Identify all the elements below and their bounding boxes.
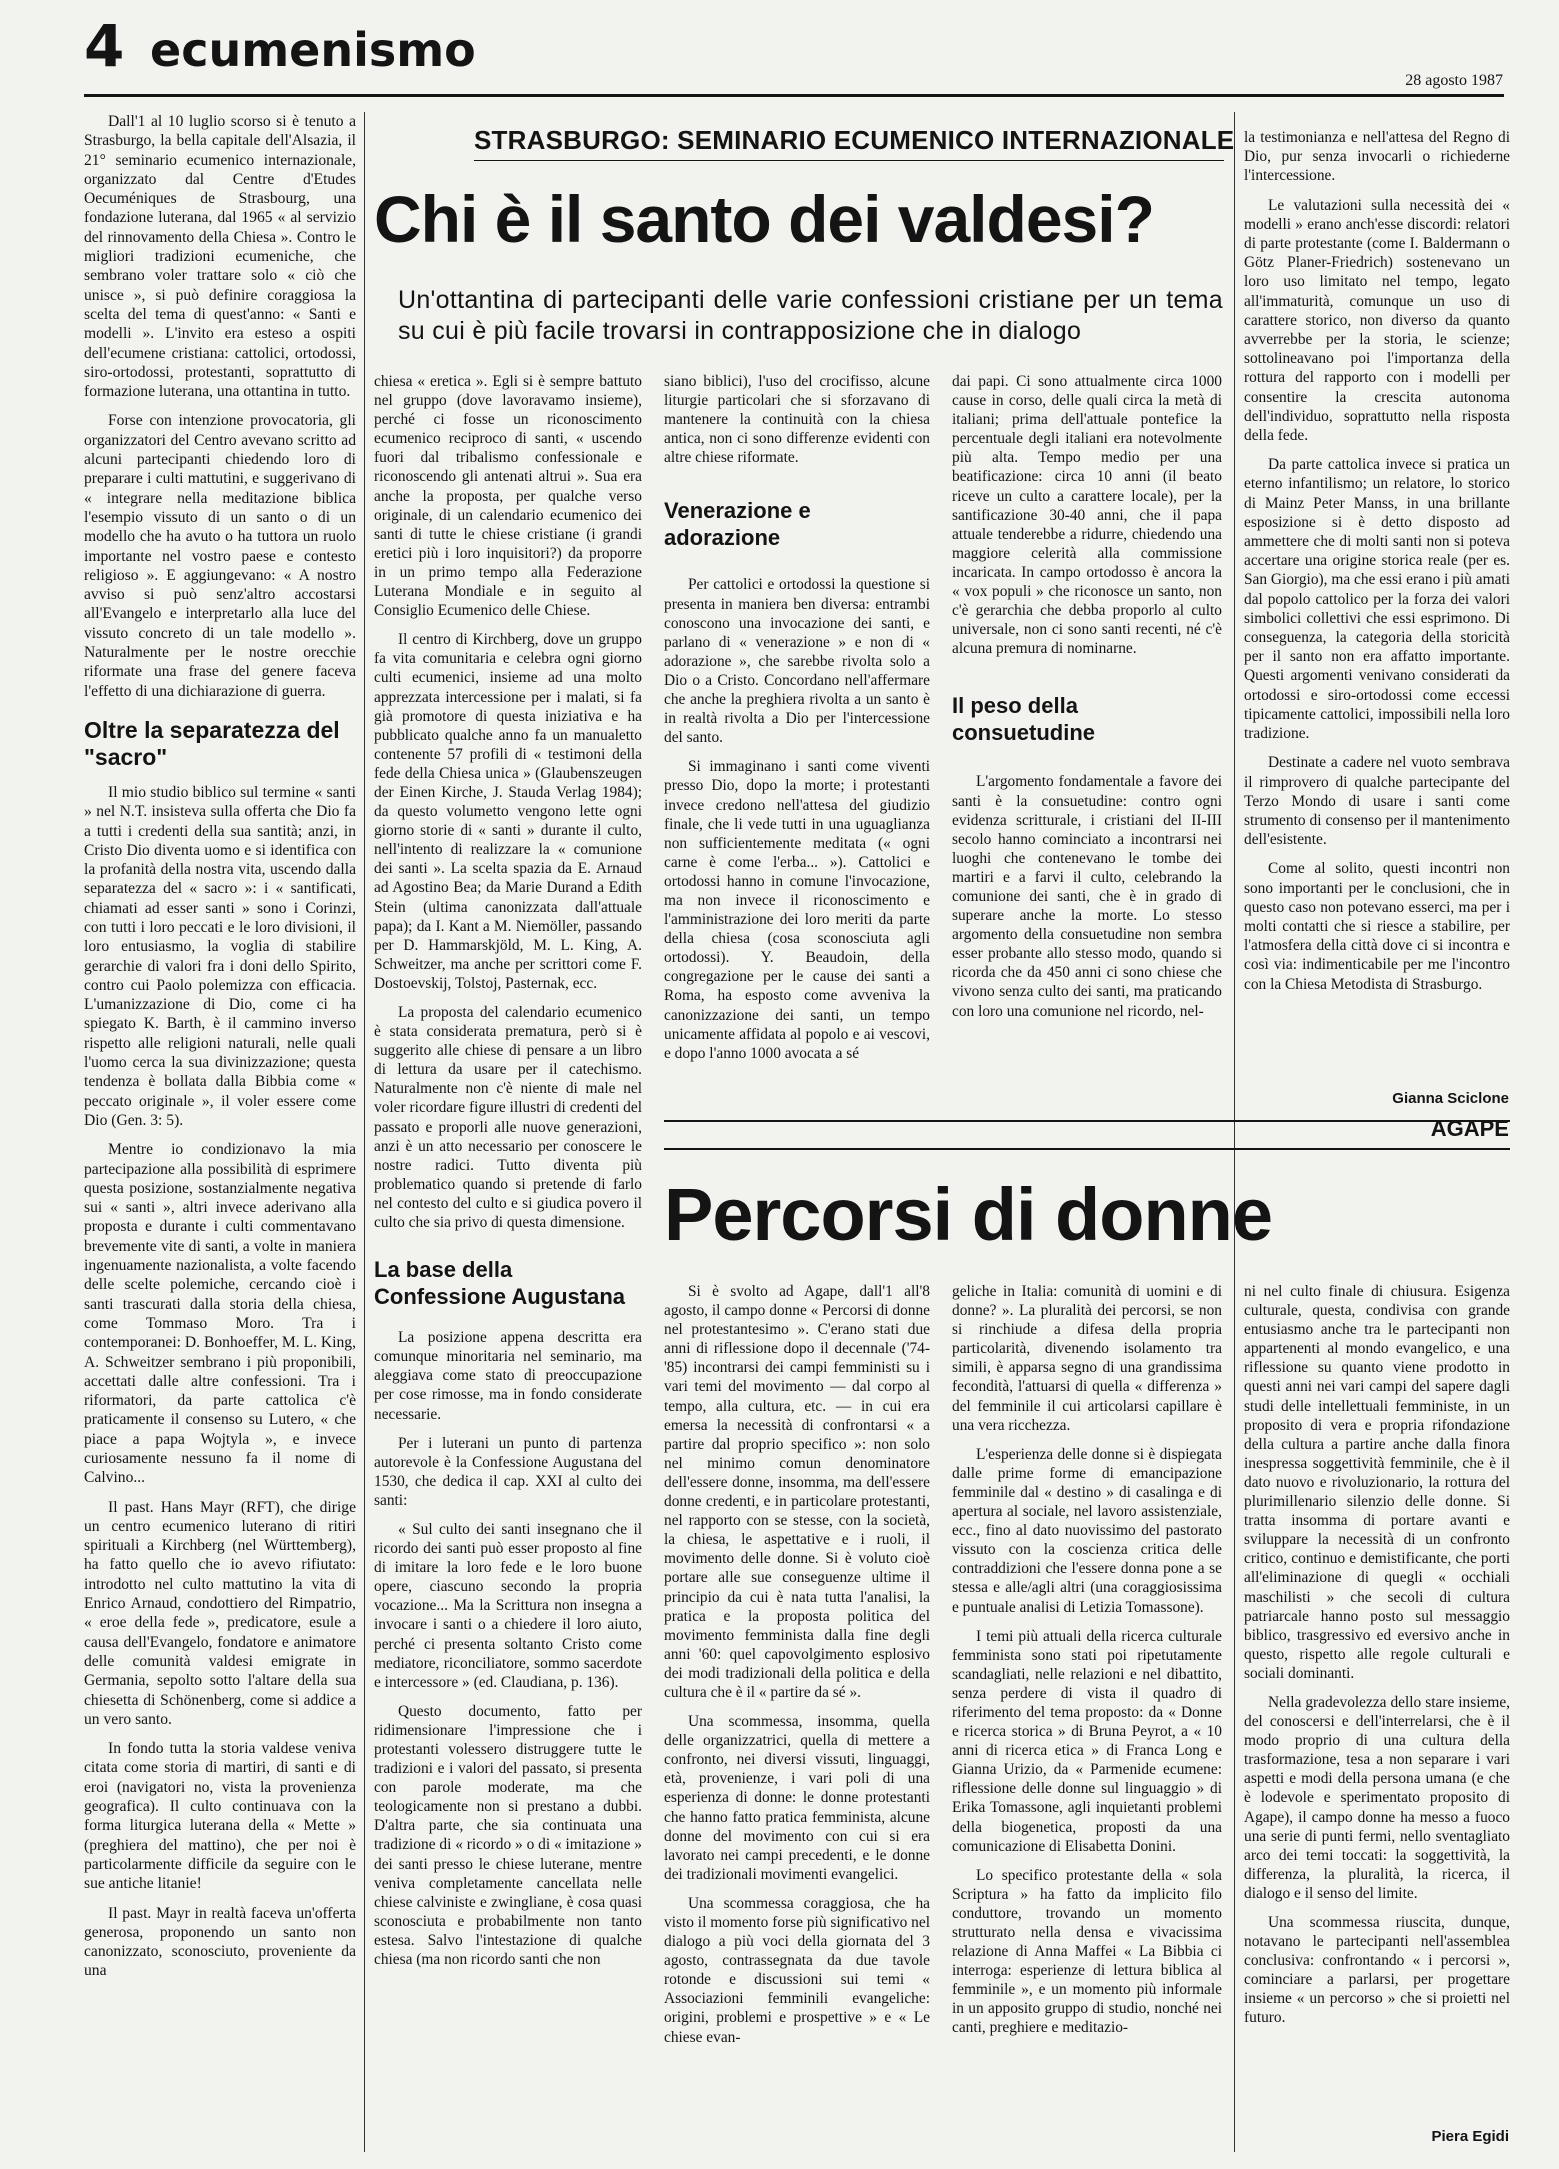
article2-column-3	[1244, 1282, 1510, 2028]
issue-date: 28 agosto 1987	[1405, 72, 1503, 89]
kicker-rule	[474, 160, 1224, 161]
masthead-rule	[84, 94, 1504, 97]
paragraph: Il past. Hans Mayr (RFT), che dirige un centro ecumenico luterano di ritiri spirituali a Kirchberg (nel Württemberg), ha fatto quello che io avevo rifiutato: introdotto nel culto mattutino la vita di Enrico Arnaud, condottiero del Rimpatrio, « eroe della fede », predicatore, esule a causa dell'Evangelo, fondatore e animatore delle comunità valdesi emigrate in Germania, sepolto sotto l'altare della sua chiesetta di Schönenberg, come si addice a un vero santo.	[84, 1498, 356, 1728]
paragraph: Una scommessa coraggiosa, che ha visto il momento forse più significativo nel dialogo a più voci della giornata del 3 agosto, contrassegnata da due tavole rotonde e discussioni sui temi « Associazioni femminili evangeliche: origini, problemi e prospettive » e « Le chiese evan-	[664, 1894, 930, 2046]
paragraph: Si è svolto ad Agape, dall'1 all'8 agosto, il campo donne « Percorsi di donne nel protestantesimo ». C'erano stati due anni di riflessione dopo il decennale ('74-'85) incontrarsi dei campi femministi su i vari temi del movimento — dal corpo al tempo, alla cultura, etc. — in cui era emersa la necessità di confrontarsi « a partire dal proprio specifico »: non solo nel minimo comun denominatore dell'essere donne, insomma, ma dell'essere donne credenti, e in particolare protestanti, nel rapporto con se stesse, con la società, la chiesa, le aspettative e i ruoli, il movimento delle donne. Si è voluto cioè portare alle sue conseguenze ultime il principio da cui è nata tutta l'analisi, la pratica e la proposta politica del movimento femminista dalla fine degli anni '60: quel capovolgimento esplosivo dei modi tradizionali della politica e della cultura che è il « partire da sé ».	[664, 1283, 930, 1701]
paragraph: Una scommessa, insomma, quella delle organizzatrici, quella di mettere a confronto, nei diversi vissuti, linguaggi, età, provenienze, i vari poli di una esperienza di donne: le donne protestanti che hanno fatto pratica femminista, alcune donne del movimento con cui si era lavorato nei campi precedenti, e le donne dei tradizionali movimenti evangelici.	[664, 1713, 930, 1883]
article2-byline: Piera Egidi	[1431, 2128, 1509, 2145]
paragraph: Per cattolici e ortodossi la questione si presenta in maniera ben diversa: entrambi conoscono una invocazione dei santi, e parlano di « venerazione » e non di « adorazione », che sarebbe rivolta solo a Dio o a Cristo. Concordano nell'affermare che anche la preghiera rivolta a un santo è in realtà rivolta a Dio per l'intercessione del santo.	[664, 576, 930, 747]
article1-column-5	[1244, 128, 1510, 994]
paragraph: Il past. Mayr in realtà faceva un'offerta generosa, proponendo un santo non canonizzato, sconosciuto, proveniente da una	[84, 1904, 356, 1980]
paragraph: Destinate a cadere nel vuoto sembrava il rimprovero di qualche partecipante del Terzo Mondo di usare i santi come strumento di consenso per il mantenimento dell'esistente.	[1244, 754, 1510, 849]
article1-column-2	[374, 372, 642, 1969]
paragraph: Il centro di Kirchberg, dove un gruppo fa vita comunitaria e celebra ogni giorno culti ecumenici, insieme ad una molto apprezzata intercessione per i malati, si fa già promotore di questa iniziativa e ha pubblicato qualche anno fa un manualetto contenente 57 profili di « testimoni della fede della Chiesa unica » (Glaubenszeugen der Einen Kirche, J. Stauda Verlag 1984); da questo volumetto vengono lette ogni giorno storie di « santi » durante il culto, nell'intento di realizzare la « comunione dei santi ». La scelta spazia da E. Arnaud ad Agostino Bea; da Marie Durand a Edith Stein (ultima canonizzata dall'attuale papa); da I. Kant a M. Niemöller, passando per D. Hammarskjöld, M. L. King, A. Schweitzer, ma anche per scrittori come F. Dostoevskij, Tolstoj, Pasternak, ecc.	[374, 631, 642, 992]
paragraph: Per i luterani un punto di partenza autorevole è la Confessione Augustana del 1530, che dedica il cap. XXI al culto dei santi:	[374, 1434, 642, 1509]
article1-title: Chi è il santo dei valdesi?	[374, 182, 1154, 256]
article2-title: Percorsi di donne	[664, 1173, 1273, 1256]
paragraph: la testimonianza e nell'attesa del Regno di Dio, pur senza invocarli o richiederne l'intercessione.	[1244, 129, 1510, 185]
subheading: Oltre la separatezza del "sacro"	[84, 716, 340, 770]
paragraph: La proposta del calendario ecumenico è stata considerata prematura, però si è suggerito alle chiese di pensare a un libro di lettura da usare per il catechismo. Naturalmente non c'è niente di male nel voler ricordare figure illustri di credenti del passato e proporli alle nuove generazioni, anzi è un atto necessario per conoscere le nostre radici. Tutto diventa più problematico quando si pretende di farlo nel contesto del culto e si giudica povero il culto che sia privo di questa dimensione.	[374, 1004, 642, 1232]
paragraph: Una scommessa riuscita, dunque, notavano le partecipanti nell'assemblea conclusiva: confrontando « i percorsi », cominciare a parlarsi, per progettare insieme « un percorso » che si proietti nel futuro.	[1244, 1914, 1510, 2027]
subheading: La base della Confessione Augustana	[374, 1257, 625, 1310]
column-divider	[1234, 112, 1235, 2152]
section-title: ecumenismo	[150, 23, 476, 77]
paragraph: Questo documento, fatto per ridimensionare l'impressione che i protestanti volessero distruggere tutte le tradizioni e i valori del passato, si presenta con parole moderate, ma che teologicamente non si prestano a dubbi. D'altra parte, che sia continuata una tradizione di « ricordo » o di « imitazione » dei santi presso le chiese luterane, mentre veniva completamente cancellata nelle chiese calviniste e zwingliane, è cosa quasi sconosciuta e probabilmente non tanto estesa. Salvo l'intestazione di qualche chiesa (ma non ricordo santi che non	[374, 1702, 642, 1969]
paragraph: « Sul culto dei santi insegnano che il ricordo dei santi può esser proposto al fine di imitare la loro fede e le loro buone opere, ciascuno secondo la propria vocazione... Ma la Scrittura non insegna a invocare i santi o a chiedere il loro aiuto, perché ci presenta soltanto Cristo come mediatore, riconciliatore, sommo sacerdote e intercessore » (ed. Claudiana, p. 136).	[374, 1520, 642, 1691]
paragraph: Mentre io condizionavo la mia partecipazione alla possibilità di esprimere questa posizione, sostanzialmente negativa sui « santi », altri invece aderivano alla proposta e durante i culti commentavano brevemente vite di santi, a volte in maniera ingenuamente nazionalista, a volte facendo delle scelte polemiche, cercando cioè i santi trascurati dalla storia della chiesa, come Tommaso Moro. Tra i contemporanei: D. Bonhoeffer, M. L. King, A. Schweitzer sembrano i più proponibili, accettati dalle altre confessioni. Tra i riformatori, da parte cattolica c'è praticamente il consenso su Lutero, « che piace a papa Wojtyla », e invece curiosamente nessuno fa il nome di Calvino...	[84, 1141, 356, 1487]
paragraph: chiesa « eretica ». Egli si è sempre battuto nel gruppo (dove lavoravamo insieme), perché ci fosse un riconoscimento ecumenico reciproco di santi, « uscendo fuori dal tribalismo confessionale e riconoscendo gli antenati altrui ». Sua era anche la proposta, per qualche verso originale, di un calendario ecumenico dei santi di tutte le chiese cristiane (i grandi eretici più i loro inquisitori?) da proporre in un primo tempo alla Federazione Luterana Mondiale e in seguito al Consiglio Ecumenico delle Chiese.	[374, 373, 642, 620]
page-number: 4	[84, 12, 125, 80]
kicker-rule	[664, 1148, 1510, 1150]
subheading: Il peso della consuetudine	[952, 693, 1096, 746]
paragraph: Le valutazioni sulla necessità dei « modelli » erano anch'esse discordi: relatori di parte protestante (come I. Baldermann o Götz Planer-Friedrich) sostenevano un loro uso limitato nel tempo, legato all'immaturità, comunque un uso di carattere storico, non diverso da quanto avverrebbe per la storia, le scienze; sottolineavano poi l'importanza della rottura del rapporto con i modelli per consentire la crescita autonoma dell'individuo, soprattutto nella risposta della fede.	[1244, 196, 1510, 445]
paragraph: In fondo tutta la storia valdese veniva citata come storia di martiri, di santi e di eroi (navigatori no, vista la provenienza geografica). Il culto continuava con la forma liturgica luterana della « Mette » (preghiera del mattino), che per noi è particolarmente difficile da seguire con le sue antiche litanie!	[84, 1740, 356, 1893]
article1-column-1	[84, 112, 356, 1981]
article1-column-4	[952, 372, 1222, 1021]
paragraph: dai papi. Ci sono attualmente circa 1000 cause in corso, delle quali circa la metà di italiani; prima dell'attuale pontefice la percentuale degli italiani era notevolmente più alta. Tempo medio per una beatificazione: circa 10 anni (il beato riceve un culto a carattere locale), per la santificazione 30-40 anni, che il papa attuale tenderebbe a ridurre, chiedendo una maggiore celerità alla commissione incaricata. In campo ortodosso è ancora la « vox populi » che riconosce un santo, non c'è gerarchia che debba proporlo al culto universale, non ci sono santi recenti, né c'è alcuna premura di nominarne.	[952, 373, 1222, 658]
paragraph: L'esperienza delle donne si è dispiegata dalle prime forme di emancipazione femminile dal « destino » di casalinga e di apertura al sociale, nel lavoro assistenziale, ecc., fino al dato nuovissimo del pastorato vissuto con la coscienza critica delle contraddizioni che l'essere donna pone a se stessa e alle/agli altri (una coraggiosissima e puntuale analisi di Letizia Tomassone).	[952, 1445, 1222, 1616]
article-separator	[664, 1120, 1510, 1122]
paragraph: Lo specifico protestante della « sola Scriptura » ha fatto da implicito filo conduttore, trovando un momento strutturato nella densa e vivacissima relazione di Anna Maffei « La Bibbia ci interroga: esperienze di lettura biblica al femminile », e un momento più informale in un apposito gruppo di studio, nonché nei canti, preghiere e meditazio-	[952, 1866, 1222, 2037]
paragraph: I temi più attuali della ricerca culturale femminista sono stati poi ripetutamente scandagliati, nelle relazioni e nel dibattito, senza perdere di vista il quadro di riferimento del tema proposto: da « Donne e ricerca storica » di Bruna Peyrot, a « 10 anni di ricerca etica » di Franca Long e Gianna Urizio, da « Parmenide ecumene: riflessione delle donne sul linguaggio » di Erika Tomassone, agli inquietanti problemi della biogenetica, proposti da una comunicazione di Elisabetta Donini.	[952, 1627, 1222, 1855]
paragraph: ni nel culto finale di chiusura. Esigenza culturale, questa, condivisa con grande entusiasmo anche tra le partecipanti non appartenenti al mondo evangelico, e una riflessione su quanto viene prodotto in questi anni nei vari campi del sapere dagli studi delle intellettuali femministe, in un proposito di vera e propria rifondazione della cultura a partire anche dalla finora inespressa soggettività femminile, che è il dato nuovo e rivoluzionario, la rottura del plurimillenario silenzio delle donne. Si tratta insomma di portare avanti e sviluppare la necessità di un confronto critico, continuo e demistificante, che porti all'eliminazione di quegli « occhiali maschilisti » che secoli di cultura patriarcale hanno posto sul messaggio biblico, trasgressivo ed eversivo anche in questo, rispetto alle regole culturali e sociali dominanti.	[1244, 1283, 1510, 1682]
article2-column-1	[664, 1282, 930, 2047]
paragraph: Il mio studio biblico sul termine « santi » nel N.T. insisteva sulla offerta che Dio fa a tutti i credenti della sua santità; anzi, in Cristo Dio diventa uomo e si identifica con la profanità della nostra vita, uscendo dalla separatezza del « sacro »: i « santificati, chiamati ad esser santi » sono i Corinzi, con tutti i loro peccati e le loro divisioni, il loro entusiasmo, la voglia di stabilire gerarchie di valori fra i doni dello Spirito, contro cui Paolo polemizza con efficacia. L'umanizzazione di Dio, come ci ha spiegato K. Barth, è il cammino inverso rispetto alle religioni naturali, nelle quali l'uomo cerca la sua divinizzazione; questa tendenza è bollata dalla Bibbia come « peccato originale », il voler essere come Dio (Gen. 3: 5).	[84, 783, 356, 1129]
paragraph: geliche in Italia: comunità di uomini e di donne? ». La pluralità dei percorsi, se non si rinchiude a difesa della propria particolarità, divenendo isolamento tra simili, è apparsa segno di una grandissima fecondità, l'attuarsi di quella « differenza » del femminile il cui articolarsi capillare è una vera ricchezza.	[952, 1283, 1222, 1434]
article1-kicker: STRASBURGO: SEMINARIO ECUMENICO INTERNAZIONALE	[474, 125, 1235, 155]
paragraph: L'argomento fondamentale a favore dei santi è la consuetudine: contro ogni evidenza scritturale, i cristiani del II-III secolo hanno cominciato a incontrarsi nei luoghi che contenevano le tombe dei martiri e a farvi il culto, celebrando la comunione dei santi, che è in grado di superare anche la morte. Lo stesso argomento della consuetudine non sembra esser probante allo stesso modo, quando si ricorda che da 450 anni ci sono chiese che vivono senza culto dei santi, ma praticando con loro una comunione nel ricordo, nel-	[952, 773, 1222, 1020]
paragraph: Forse con intenzione provocatoria, gli organizzatori del Centro avevano scritto ad alcuni partecipanti chiedendo loro di preparare i culti mattutini, e suggerivano di « integrare nella meditazione biblica l'esempio vissuto di un santo o di un modello che ha avuto o ha tuttora un ruolo importante nel vostro paese e contesto religioso ». E aggiungevano: « A nostro avviso si può senz'altro accostarsi all'Evangelo e interpretarlo alla luce del vissuto concreto di un tale modello ». Naturalmente per le nostre orecchie riformate una frase del genere faceva l'effetto di una dichiarazione di guerra.	[84, 412, 356, 700]
article1-column-3	[664, 372, 930, 1063]
article1-deck: Un'ottantina di partecipanti delle varie confessioni cristiane per un tema su cui è più facile trovarsi in contrapposizione che in dialogo	[398, 286, 1223, 345]
paragraph: Da parte cattolica invece si pratica un eterno infantilismo; un relatore, lo storico di Mainz Peter Manss, in una brillante esposizione si è detto disposto ad ammettere che di molti santi non si poteva accertare una origine storica reale (per es. San Giorgio), ma che essi erano i più amati dal popolo cattolico per la forza dei valori simbolici collettivi che essi esprimono. Di conseguenza, la categoria della storicità per il santo non era affatto importante. Questi argomenti venivano considerati da ortodossi e siro-ortodossi come eccessi tipicamente cattolici, impossibili nella loro tradizione.	[1244, 456, 1510, 743]
subheading: Venerazione e adorazione	[664, 498, 811, 551]
paragraph: Si immaginano i santi come viventi presso Dio, dopo la morte; i protestanti invece credono nell'attesa del giudizio finale, che li vede tutti in una uguaglianza non sufficientemente meditata (« ogni carne è come l'erba... »). Cattolici e ortodossi hanno in comune l'invocazione, ma non invece il riconoscimento e l'amministrazione dei loro meriti da parte della chiesa (cosa sconosciuta agli ortodossi). Y. Beaudoin, della congregazione per le cause dei santi a Roma, ha esposto come avveniva la canonizzazione dei santi, un tempo unicamente affidata al popolo e ai vescovi, e dopo l'anno 1000 avocata a sé	[664, 758, 930, 1062]
paragraph: Dall'1 al 10 luglio scorso si è tenuto a Strasburgo, la bella capitale dell'Alsazia, il 21° seminario ecumenico internazionale, organizzato dal Centre d'Etudes Oecuméniques de Strasbourg, una fondazione luterana, dal 1965 « al servizio del rinnovamento della Chiesa ». Contro le migliori tradizioni ecumeniche, che sembrano voler trattare solo « ciò che unisce », si può definire coraggiosa la scelta del tema di quest'anno: « Santi e modelli ». L'invito era esteso a ospiti dell'ecumene cristiana: cattolici, ortodossi, siro-ortodossi, protestanti, soprattutto di formazione luterana, una ottantina in tutto.	[84, 113, 356, 401]
paragraph: siano biblici), l'uso del crocifisso, alcune liturgie particolari che si sforzavano di mantenere la continuità con la chiesa antica, non ci sono differenze evidenti con altre chiese riformate.	[664, 373, 930, 467]
column-divider	[364, 112, 365, 2152]
paragraph: Come al solito, questi incontri non sono importanti per le conclusioni, che in questo caso non potevano esserci, ma per i molti contatti che si riesce a stabilire, per l'atmosfera della città dove ci si incontra e così via: indimenticabile per me l'incontro con la Chiesa Metodista di Strasburgo.	[1244, 860, 1510, 993]
paragraph: Nella gradevolezza dello stare insieme, del conoscersi e dell'interrelarsi, che è il modo proprio di una cultura della trasformazione, tesa a non separare i vari aspetti e modi della persona umana (e che è lodevole e sperimentato proposito di Agape), il campo donne ha messo a fuoco una serie di punti fermi, nello sventagliato arco dei temi toccati: la soggettività, la differenza, la pluralità, la ricerca, il dialogo e il senso del limite.	[1244, 1693, 1510, 1902]
article2-column-2	[952, 1282, 1222, 2038]
article2-kicker: AGAPE	[1430, 1116, 1509, 1141]
paragraph: La posizione appena descritta era comunque minoritaria nel seminario, ma aleggiava come stato di preoccupazione per cose rimosse, ma in fondo considerate necessarie.	[374, 1329, 642, 1423]
article1-byline: Gianna Sciclone	[1392, 1090, 1509, 1107]
